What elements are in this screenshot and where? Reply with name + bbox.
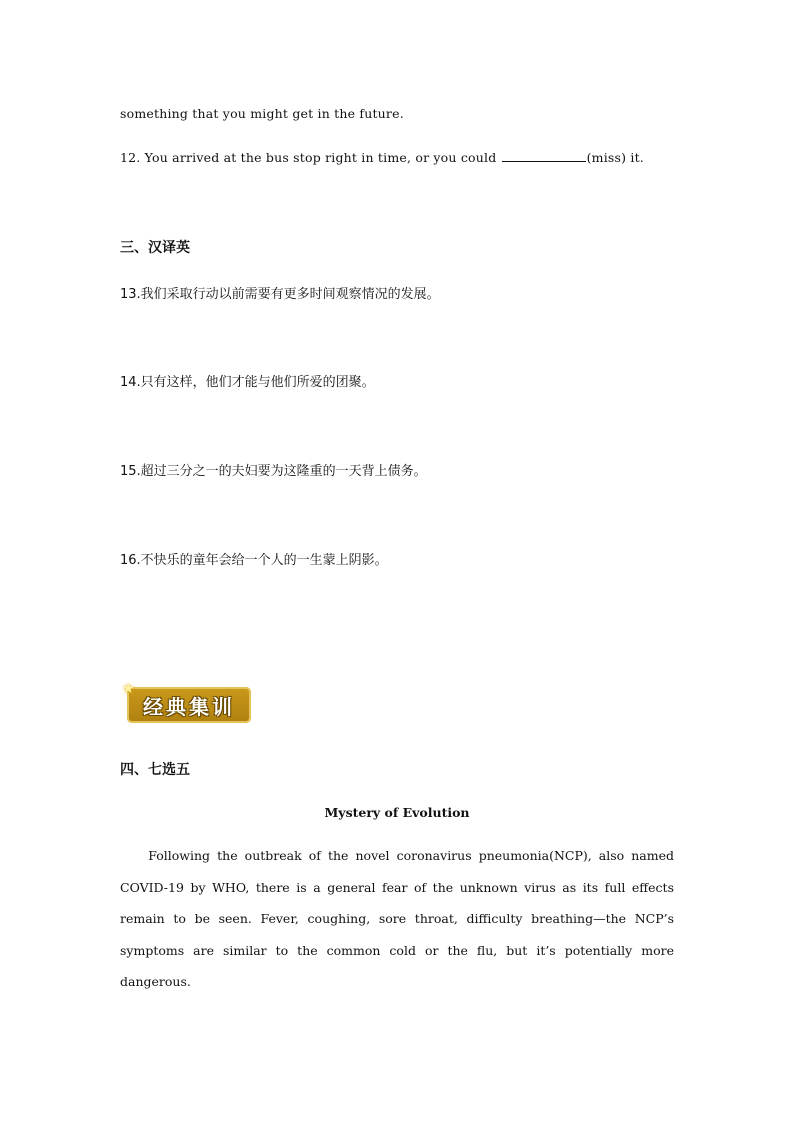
question-12-hint: (miss) it. xyxy=(586,150,644,165)
passage-title: Mystery of Evolution xyxy=(324,805,470,820)
paragraph-line: Following the outbreak of the novel coronavirus pneumonia(NCP), also named xyxy=(120,848,674,863)
paragraph-line: dangerous. xyxy=(120,974,191,989)
question-16: 16.不快乐的童年会给一个人的一生蒙上阴影。 xyxy=(120,553,388,568)
section-badge xyxy=(127,687,251,723)
section-heading-seven-choose-five: 四、七选五 xyxy=(120,762,190,778)
section-badge-label: 经典集训 xyxy=(143,694,235,719)
answer-blank[interactable] xyxy=(502,151,586,162)
question-12 xyxy=(120,150,644,165)
question-13: 13.我们采取行动以前需要有更多时间观察情况的发展。 xyxy=(120,287,440,302)
question-12-text: 12. You arrived at the bus stop right in time, or you could xyxy=(120,150,501,165)
question-15: 15.超过三分之一的夫妇要为这隆重的一天背上债务。 xyxy=(120,464,427,479)
passage-paragraph xyxy=(120,840,674,998)
paragraph-line: COVID-19 by WHO, there is a general fear of the unknown virus as its full effects xyxy=(120,879,674,895)
paragraph-line: symptoms are similar to the common cold or the flu, but it’s potentially more xyxy=(120,942,674,958)
paragraph-line: remain to be seen. Fever, coughing, sore throat, difficulty breathing—the NCP’s xyxy=(120,911,674,926)
question-11-continuation: something that you might get in the future. xyxy=(120,106,404,121)
question-14: 14.只有这样，他们才能与他们所爱的团聚。 xyxy=(120,375,375,390)
star-icon: ★ xyxy=(122,681,135,697)
section-heading-translation: 三、汉译英 xyxy=(120,240,190,256)
